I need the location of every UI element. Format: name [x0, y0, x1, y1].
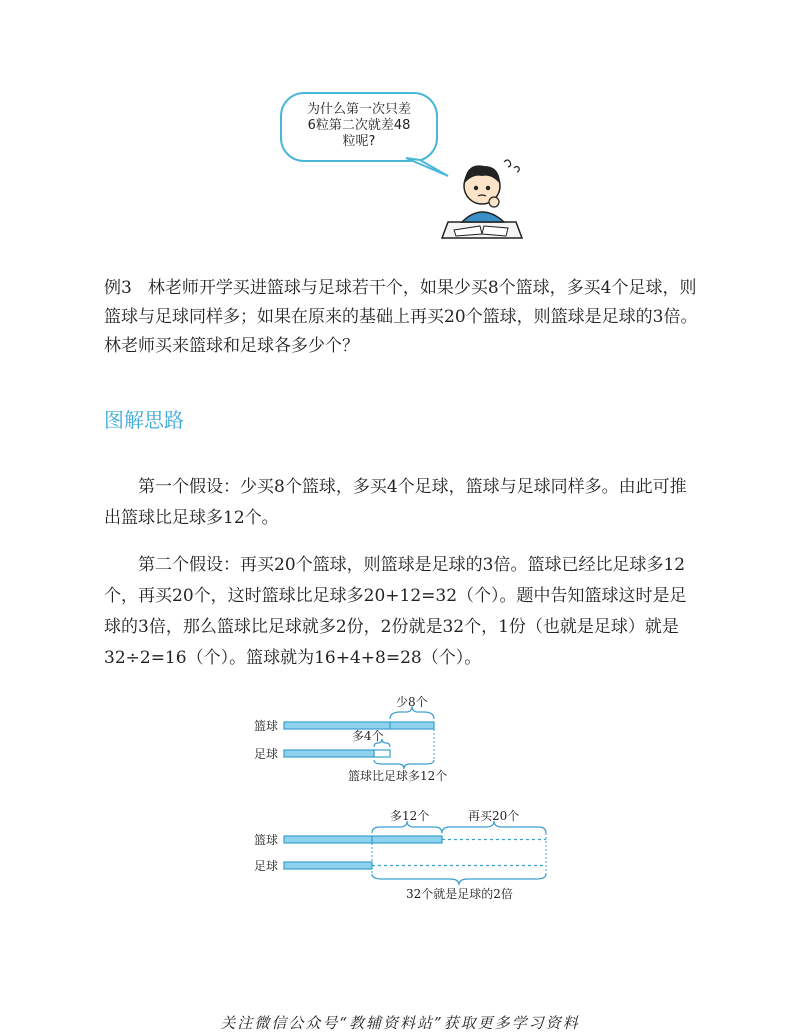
- d2-bottom-label: 32个就是足球的2倍: [406, 887, 513, 901]
- section-heading: 图解思路: [104, 408, 184, 432]
- d1-bottom-label: 篮球比足球多12个: [348, 769, 448, 783]
- diagram-2: [254, 809, 546, 901]
- d1-basketball-bar: [284, 722, 434, 729]
- bubble-line-2: 6粒第二次就差48: [307, 118, 411, 133]
- d2-bottom-brace: [372, 874, 546, 885]
- d2-top-brace-2: [442, 821, 546, 833]
- d1-top-label: 少8个: [396, 695, 428, 709]
- problem-text: 林老师开学买进篮球与足球若干个，如果少买8个篮球，多买4个足球，则篮球与足球同样多；如果在原来的基础上再买20个篮球，则篮球是足球的3倍。林老师买来篮球和足球各多少个？: [104, 278, 698, 356]
- paragraph-first-assumption: 第一个假设：少买8个篮球，多买4个足球，篮球与足球同样多。由此可推出篮球比足球多12个。: [104, 477, 687, 528]
- d1-mid-brace: [374, 739, 390, 747]
- d2-top-brace-1: [372, 821, 442, 833]
- d1-mid-label: 多4个: [352, 729, 384, 743]
- speech-bubble-tail: [0, 0, 800, 260]
- thinking-boy-illustration: [432, 150, 532, 250]
- footer-watermark: 关注微信公众号“教辅资料站”获取更多学习资料: [220, 1014, 580, 1032]
- problem-label: 例3: [104, 278, 132, 298]
- d2-top-label-2: 再买20个: [468, 809, 520, 823]
- d1-row1-label: 篮球: [254, 719, 279, 733]
- d2-basketball-bar: [284, 836, 442, 843]
- d1-top-brace: [390, 706, 434, 719]
- d2-row2-label: 足球: [254, 859, 279, 873]
- paragraph-second-assumption: 第二个假设：再买20个篮球，则篮球是足球的3倍。篮球已经比足球多12个，再买20个，这时篮球比足球多20+12=32（个）。题中告知篮球这时是足球的3倍，那么篮球比足球就多2份，2份就是32个，1份（也就是足球）就是32÷2=16（个）。篮球就为16+4+8=28（个）。: [104, 555, 687, 668]
- bubble-line-1: 为什么第一次只差: [306, 102, 411, 117]
- d1-bottom-brace: [374, 760, 434, 769]
- problem-statement: [104, 274, 698, 361]
- d1-football-extra-4: [374, 750, 390, 757]
- bubble-line-3: 粒呢?: [342, 134, 376, 149]
- d1-football-bar: [284, 750, 374, 757]
- diagram-1: [254, 694, 447, 783]
- d1-row2-label: 足球: [254, 747, 279, 761]
- d2-football-bar: [284, 862, 372, 869]
- d2-row1-label: 篮球: [254, 833, 279, 847]
- d2-top-label-1: 多12个: [390, 809, 430, 823]
